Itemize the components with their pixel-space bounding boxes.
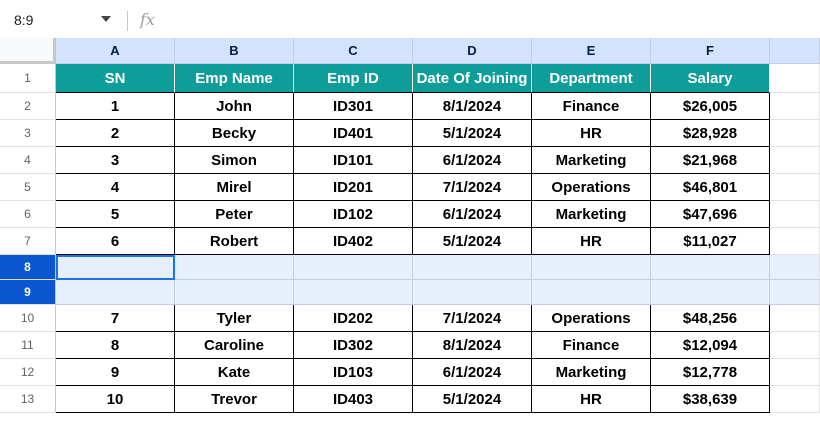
- table-cell[interactable]: 8: [56, 332, 175, 359]
- table-cell[interactable]: 7/1/2024: [413, 174, 532, 201]
- column-header-c[interactable]: C: [294, 38, 413, 64]
- table-cell[interactable]: HR: [532, 120, 651, 147]
- table-cell[interactable]: Mirel: [175, 174, 294, 201]
- table-cell[interactable]: $26,005: [651, 93, 770, 120]
- table-cell[interactable]: ID101: [294, 147, 413, 174]
- empty-cell[interactable]: [770, 201, 820, 228]
- empty-cell[interactable]: [770, 147, 820, 174]
- table-cell[interactable]: Finance: [532, 93, 651, 120]
- empty-cell[interactable]: [770, 174, 820, 201]
- empty-cell[interactable]: [770, 280, 820, 305]
- table-cell[interactable]: 10: [56, 386, 175, 413]
- table-cell[interactable]: 9: [56, 359, 175, 386]
- table-cell[interactable]: [532, 255, 651, 280]
- empty-cell[interactable]: [770, 305, 820, 332]
- table-cell[interactable]: Trevor: [175, 386, 294, 413]
- table-cell[interactable]: [532, 280, 651, 305]
- name-box[interactable]: 8:9: [14, 12, 34, 28]
- empty-cell[interactable]: [770, 64, 820, 93]
- row-header-2[interactable]: 2: [0, 93, 56, 120]
- table-cell[interactable]: [294, 255, 413, 280]
- table-cell[interactable]: 7/1/2024: [413, 305, 532, 332]
- active-cell-a8[interactable]: [56, 255, 175, 280]
- table-cell[interactable]: 2: [56, 120, 175, 147]
- table-cell[interactable]: Marketing: [532, 201, 651, 228]
- table-cell[interactable]: HR: [532, 228, 651, 255]
- table-cell[interactable]: 5: [56, 201, 175, 228]
- empty-cell[interactable]: [770, 228, 820, 255]
- table-cell[interactable]: 5/1/2024: [413, 386, 532, 413]
- select-all-corner[interactable]: [0, 38, 56, 64]
- table-cell[interactable]: $38,639: [651, 386, 770, 413]
- row-header-6[interactable]: 6: [0, 201, 56, 228]
- table-cell[interactable]: Operations: [532, 305, 651, 332]
- table-cell[interactable]: ID403: [294, 386, 413, 413]
- table-cell[interactable]: 8/1/2024: [413, 93, 532, 120]
- row-header-12[interactable]: 12: [0, 359, 56, 386]
- table-cell[interactable]: $46,801: [651, 174, 770, 201]
- table-header-cell[interactable]: Date Of Joining: [413, 64, 532, 93]
- table-cell[interactable]: Becky: [175, 120, 294, 147]
- table-cell[interactable]: Operations: [532, 174, 651, 201]
- table-cell[interactable]: ID201: [294, 174, 413, 201]
- column-header-g[interactable]: [770, 38, 820, 64]
- row-header-4[interactable]: 4: [0, 147, 56, 174]
- empty-cell[interactable]: [770, 120, 820, 147]
- row-header-7[interactable]: 7: [0, 228, 56, 255]
- formula-bar-divider: [127, 11, 128, 31]
- table-cell[interactable]: ID103: [294, 359, 413, 386]
- table-cell[interactable]: ID302: [294, 332, 413, 359]
- empty-cell[interactable]: [770, 255, 820, 280]
- empty-cell[interactable]: [770, 93, 820, 120]
- table-header-cell[interactable]: Emp ID: [294, 64, 413, 93]
- table-cell[interactable]: 8/1/2024: [413, 332, 532, 359]
- table-cell[interactable]: 5/1/2024: [413, 228, 532, 255]
- chevron-down-icon[interactable]: [101, 16, 111, 22]
- table-cell[interactable]: [651, 255, 770, 280]
- row-header-5[interactable]: 5: [0, 174, 56, 201]
- row-header-1[interactable]: 1: [0, 64, 56, 93]
- column-header-f[interactable]: F: [651, 38, 770, 64]
- formula-bar: [0, 0, 820, 38]
- table-cell[interactable]: 7: [56, 305, 175, 332]
- table-cell[interactable]: 4: [56, 174, 175, 201]
- table-cell[interactable]: Tyler: [175, 305, 294, 332]
- table-cell[interactable]: Marketing: [532, 359, 651, 386]
- table-cell[interactable]: 6/1/2024: [413, 201, 532, 228]
- table-cell[interactable]: ID402: [294, 228, 413, 255]
- table-cell[interactable]: [294, 280, 413, 305]
- table-cell[interactable]: $12,094: [651, 332, 770, 359]
- table-cell[interactable]: $21,968: [651, 147, 770, 174]
- table-cell[interactable]: ID401: [294, 120, 413, 147]
- table-cell[interactable]: [413, 280, 532, 305]
- table-cell[interactable]: Robert: [175, 228, 294, 255]
- table-cell[interactable]: Kate: [175, 359, 294, 386]
- row-header-11[interactable]: 11: [0, 332, 56, 359]
- table-cell[interactable]: ID301: [294, 93, 413, 120]
- empty-cell[interactable]: [770, 332, 820, 359]
- row-header-13[interactable]: 13: [0, 386, 56, 413]
- table-cell[interactable]: $12,778: [651, 359, 770, 386]
- table-cell[interactable]: HR: [532, 386, 651, 413]
- table-cell[interactable]: 5/1/2024: [413, 120, 532, 147]
- table-cell[interactable]: Marketing: [532, 147, 651, 174]
- table-cell[interactable]: 3: [56, 147, 175, 174]
- empty-cell[interactable]: [770, 386, 820, 413]
- table-cell[interactable]: 6/1/2024: [413, 359, 532, 386]
- table-cell[interactable]: [175, 280, 294, 305]
- table-cell[interactable]: [413, 255, 532, 280]
- table-header-cell[interactable]: SN: [56, 64, 175, 93]
- row-header-9[interactable]: 9: [0, 280, 56, 305]
- table-cell[interactable]: $11,027: [651, 228, 770, 255]
- table-cell[interactable]: ID202: [294, 305, 413, 332]
- table-header-cell[interactable]: Emp Name: [175, 64, 294, 93]
- table-cell[interactable]: Peter: [175, 201, 294, 228]
- table-header-cell[interactable]: Department: [532, 64, 651, 93]
- fx-icon: fx: [140, 10, 155, 29]
- row-header-10[interactable]: 10: [0, 305, 56, 332]
- column-header-d[interactable]: D: [413, 38, 532, 64]
- column-header-b[interactable]: B: [175, 38, 294, 64]
- table-header-cell[interactable]: Salary: [651, 64, 770, 93]
- table-cell[interactable]: Simon: [175, 147, 294, 174]
- table-cell[interactable]: ID102: [294, 201, 413, 228]
- table-cell[interactable]: Caroline: [175, 332, 294, 359]
- column-header-e[interactable]: E: [532, 38, 651, 64]
- table-cell[interactable]: $48,256: [651, 305, 770, 332]
- table-cell[interactable]: [56, 280, 175, 305]
- row-header-3[interactable]: 3: [0, 120, 56, 147]
- table-cell[interactable]: 6: [56, 228, 175, 255]
- table-cell[interactable]: 1: [56, 93, 175, 120]
- column-header-a[interactable]: A: [56, 38, 175, 64]
- empty-cell[interactable]: [770, 359, 820, 386]
- table-cell[interactable]: 6/1/2024: [413, 147, 532, 174]
- row-header-8[interactable]: 8: [0, 255, 56, 280]
- table-cell[interactable]: $28,928: [651, 120, 770, 147]
- table-cell[interactable]: John: [175, 93, 294, 120]
- table-cell[interactable]: $47,696: [651, 201, 770, 228]
- table-cell[interactable]: Finance: [532, 332, 651, 359]
- table-cell[interactable]: [651, 280, 770, 305]
- table-cell[interactable]: [175, 255, 294, 280]
